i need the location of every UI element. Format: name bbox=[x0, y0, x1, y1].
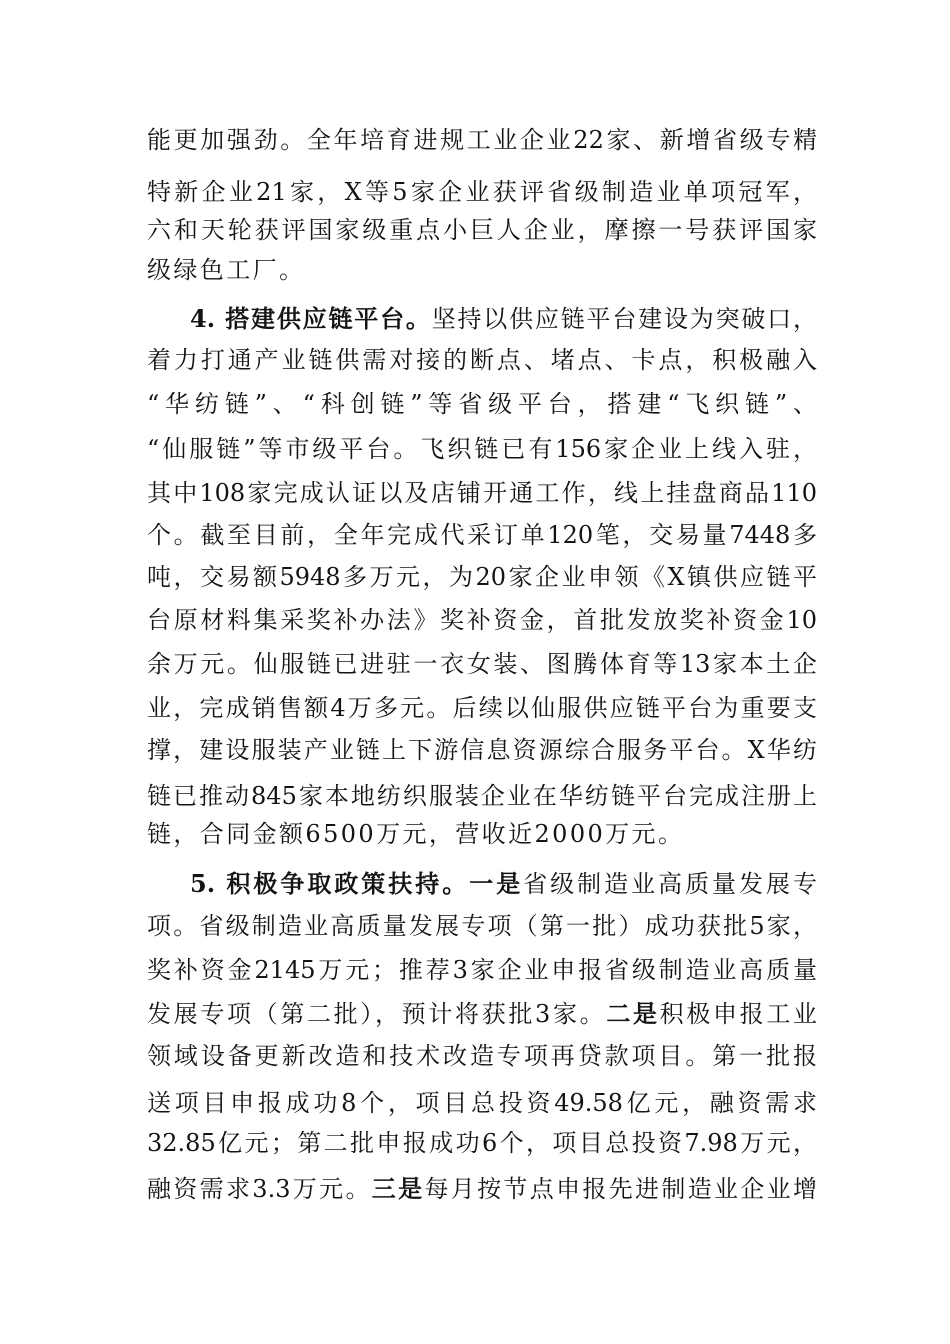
text-run: 融资需求3.3万元。 bbox=[147, 1175, 372, 1203]
text-run: 个。截至目前，全年完成代采订单120笔，交易量7448多 bbox=[147, 521, 817, 549]
text-run: 撑，建设服装产业链上下游信息资源综合服务平台。X华纺 bbox=[147, 736, 817, 764]
text-run: 吨，交易额5948多万元，为20家企业申领《X镇供应链平 bbox=[147, 563, 817, 591]
text-run: 着力打通产业链供需对接的断点、堵点、卡点，积极融入 bbox=[147, 346, 817, 374]
paragraph-line bbox=[147, 114, 817, 166]
text-run: 每月按节点申报先进制造业企业增 bbox=[424, 1175, 818, 1203]
paragraph-line bbox=[147, 1163, 817, 1215]
paragraph-line bbox=[147, 1117, 817, 1169]
section-heading: 4. 搭建供应链平台。 bbox=[190, 304, 432, 333]
section-heading: 5. 积极争取政策扶持。一是 bbox=[190, 869, 524, 898]
text-run: 级绿色工厂。 bbox=[147, 256, 306, 284]
text-run: “仙服链”等市级平台。飞织链已有156家企业上线入驻， bbox=[147, 435, 817, 463]
text-run: 省级制造业高质量发展专 bbox=[523, 870, 817, 898]
paragraph-line bbox=[147, 244, 817, 296]
paragraph-line bbox=[147, 808, 817, 860]
text-run: 链已推动845家本地纺织服装企业在华纺链平台完成注册上 bbox=[147, 782, 817, 810]
text-run: 能更加强劲。全年培育进规工业企业22家、新增省级专精 bbox=[147, 126, 817, 154]
enumeration-marker: 二是 bbox=[606, 999, 660, 1028]
text-run: 奖补资金2145万元；推荐3家企业申报省级制造业高质量 bbox=[147, 956, 817, 984]
text-run: 六和天轮获评国家级重点小巨人企业，摩擦一号获评国家 bbox=[147, 216, 817, 244]
text-run: 领域设备更新改造和技术改造专项再贷款项目。第一批报 bbox=[147, 1042, 817, 1070]
text-run: 链，合同金额6500万元，营收近2000万元。 bbox=[147, 820, 685, 848]
text-run: 台原材料集采奖补办法》奖补资金，首批发放奖补资金10 bbox=[147, 606, 817, 634]
paragraph-line bbox=[147, 1030, 817, 1082]
text-run: 特新企业21家，X等5家企业获评省级制造业单项冠军， bbox=[147, 178, 817, 206]
text-run: 余万元。仙服链已进驻一衣女装、图腾体育等13家本土企 bbox=[147, 650, 817, 678]
text-run: 积极申报工业 bbox=[659, 1000, 817, 1028]
text-run: 其中108家完成认证以及店铺开通工作，线上挂盘商品110 bbox=[147, 479, 817, 507]
text-run: 业，完成销售额4万多元。后续以仙服供应链平台为重要支 bbox=[147, 694, 817, 722]
enumeration-marker: 三是 bbox=[371, 1174, 425, 1203]
text-run: 32.85亿元；第二批申报成功6个，项目总投资7.98万元， bbox=[147, 1129, 817, 1157]
text-run: 坚持以供应链平台建设为突破口， bbox=[431, 305, 817, 333]
text-run: 发展专项（第二批），预计将获批3家。 bbox=[147, 1000, 607, 1028]
text-run: 项。省级制造业高质量发展专项（第一批）成功获批5家， bbox=[147, 912, 817, 940]
text-run: “华纺链”、“科创链”等省级平台，搭建“飞织链”、 bbox=[147, 390, 817, 418]
paragraph-line bbox=[147, 724, 817, 776]
text-run: 送项目申报成功8个，项目总投资49.58亿元，融资需求 bbox=[147, 1089, 817, 1117]
